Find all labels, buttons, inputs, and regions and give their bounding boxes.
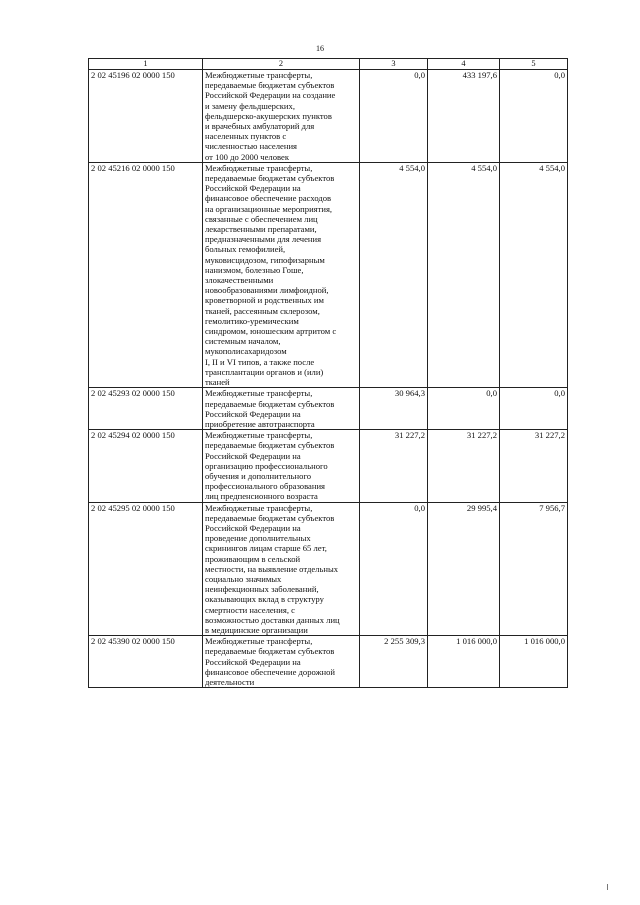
transfer-description [203, 502, 360, 636]
description-line: передаваемые бюджетам субъектов [205, 80, 335, 91]
table-body [89, 70, 568, 688]
description-line: синдромом, юношеским артритом с [205, 326, 337, 337]
description-line: передаваемые бюджетам субъектов [205, 512, 335, 523]
table-row [89, 636, 568, 688]
description-line: злокачественными [205, 275, 274, 286]
column-header: 1 [89, 59, 203, 70]
table-row [89, 502, 568, 636]
description-line: передаваемые бюджетам субъектов [205, 440, 335, 451]
budget-code: 2 02 45293 02 0000 150 [89, 388, 203, 430]
description-line: передаваемые бюджетам субъектов [205, 398, 335, 409]
budget-code: 2 02 45196 02 0000 150 [89, 70, 203, 163]
description-line: кроветворной и родственных им [205, 295, 324, 306]
description-line: деятельности [205, 676, 255, 687]
description-line: новообразованиями лимфоидной, [205, 285, 329, 296]
description-line: гемолитико-уремическим [205, 315, 299, 326]
description-line: тканей [205, 377, 230, 388]
description-line: Российской Федерации на создание [205, 90, 336, 101]
description-line: и врачебных амбулаторий для [205, 121, 315, 132]
description-line: финансовое обеспечение расходов [205, 193, 332, 204]
description-line: Межбюджетные трансферты, [205, 70, 313, 80]
description-line: Российской Федерации на [205, 656, 301, 667]
description-line: финансовое обеспечение дорожной [205, 666, 336, 677]
page-number: 16 [316, 44, 324, 53]
transfer-description [203, 430, 360, 502]
description-line: Российской Федерации на [205, 408, 301, 419]
description-line: и замену фельдшерских, [205, 100, 295, 111]
amount-v5: 31 227,2 [500, 430, 568, 502]
amount-v4: 1 016 000,0 [428, 636, 500, 688]
amount-v5: 0,0 [500, 388, 568, 430]
description-line: местности, на выявление отдельных [205, 563, 339, 574]
table-header [89, 59, 568, 70]
transfer-description [203, 636, 360, 688]
description-line: Межбюджетные трансферты, [205, 502, 313, 513]
description-line: смертности населения, с [205, 604, 295, 615]
description-line: лекарственными препаратами, [205, 224, 317, 235]
description-line: Межбюджетные трансферты, [205, 430, 313, 441]
description-line: Российской Федерации на [205, 183, 301, 194]
budget-code: 2 02 45295 02 0000 150 [89, 502, 203, 636]
description-line: мукополисахаридозом [205, 346, 287, 357]
description-line: I, II и VI типов, а также после [205, 356, 315, 367]
description-line: Российской Федерации на [205, 522, 301, 533]
table-row [89, 70, 568, 163]
description-line: населенных пунктов с [205, 131, 287, 142]
amount-v4: 29 995,4 [428, 502, 500, 636]
description-line: возможностью доставки данных лиц [205, 614, 340, 625]
description-line: трансплантации органов и (или) [205, 366, 324, 377]
column-header: 5 [500, 59, 568, 70]
amount-v5: 7 956,7 [500, 502, 568, 636]
description-line: скринингов лицам старше 65 лет, [205, 543, 327, 554]
description-line: приобретение автотранспорта [205, 418, 315, 429]
transfer-description [203, 388, 360, 430]
column-header: 4 [428, 59, 500, 70]
description-line: социально значимых [205, 573, 282, 584]
amount-v4: 433 197,6 [428, 70, 500, 163]
amount-v5: 4 554,0 [500, 162, 568, 387]
amount-v3: 0,0 [360, 502, 428, 636]
description-line: предназначенными для лечения [205, 234, 322, 245]
description-line: Российской Федерации на [205, 450, 301, 461]
amount-v5: 0,0 [500, 70, 568, 163]
description-line: проведение дополнительных [205, 533, 311, 544]
description-line: численностью населения [205, 141, 298, 152]
description-line: от 100 до 2000 человек [205, 151, 289, 162]
description-line: организацию профессионального [205, 460, 328, 471]
description-line: неинфекционных заболеваний, [205, 584, 319, 595]
description-line: обучения и дополнительного [205, 470, 312, 481]
description-line: Межбюджетные трансферты, [205, 162, 313, 173]
description-line: на организационные мероприятия, [205, 203, 333, 214]
table-row [89, 162, 568, 387]
amount-v5: 1 016 000,0 [500, 636, 568, 688]
table-row [89, 430, 568, 502]
description-line: профессионального образования [205, 481, 325, 492]
amount-v3: 0,0 [360, 70, 428, 163]
amount-v4: 4 554,0 [428, 162, 500, 387]
table-row [89, 388, 568, 430]
amount-v4: 31 227,2 [428, 430, 500, 502]
budget-code: 2 02 45294 02 0000 150 [89, 430, 203, 502]
budget-table [88, 58, 568, 688]
budget-code: 2 02 45216 02 0000 150 [89, 162, 203, 387]
description-line: тканей, рассеянным склерозом, [205, 305, 320, 316]
amount-v4: 0,0 [428, 388, 500, 430]
description-line: связанные с обеспечением лиц [205, 213, 318, 224]
margin-mark [607, 884, 608, 890]
amount-v3: 4 554,0 [360, 162, 428, 387]
transfer-description [203, 162, 360, 387]
column-header: 3 [360, 59, 428, 70]
description-line: муковисцидозом, гипофизарным [205, 254, 325, 265]
description-line: передаваемые бюджетам субъектов [205, 173, 335, 184]
transfer-description [203, 70, 360, 163]
description-line: в медицинские организации [205, 624, 308, 635]
description-line: лиц предпенсионного возраста [205, 491, 318, 502]
column-header: 2 [203, 59, 360, 70]
header-row [89, 59, 568, 70]
description-line: фельдшерско-акушерских пунктов [205, 110, 332, 121]
description-line: Межбюджетные трансферты, [205, 636, 313, 647]
description-line: Межбюджетные трансферты, [205, 388, 313, 399]
description-line: системным началом, [205, 336, 281, 347]
amount-v3: 30 964,3 [360, 388, 428, 430]
description-line: проживающим в сельской [205, 553, 301, 564]
description-line: передаваемые бюджетам субъектов [205, 646, 335, 657]
amount-v3: 31 227,2 [360, 430, 428, 502]
description-line: оказывающих вклад в структуру [205, 594, 324, 605]
description-line: нанизмом, болезнью Гоше, [205, 264, 304, 275]
description-line: больных гемофилией, [205, 244, 286, 255]
amount-v3: 2 255 309,3 [360, 636, 428, 688]
budget-code: 2 02 45390 02 0000 150 [89, 636, 203, 688]
